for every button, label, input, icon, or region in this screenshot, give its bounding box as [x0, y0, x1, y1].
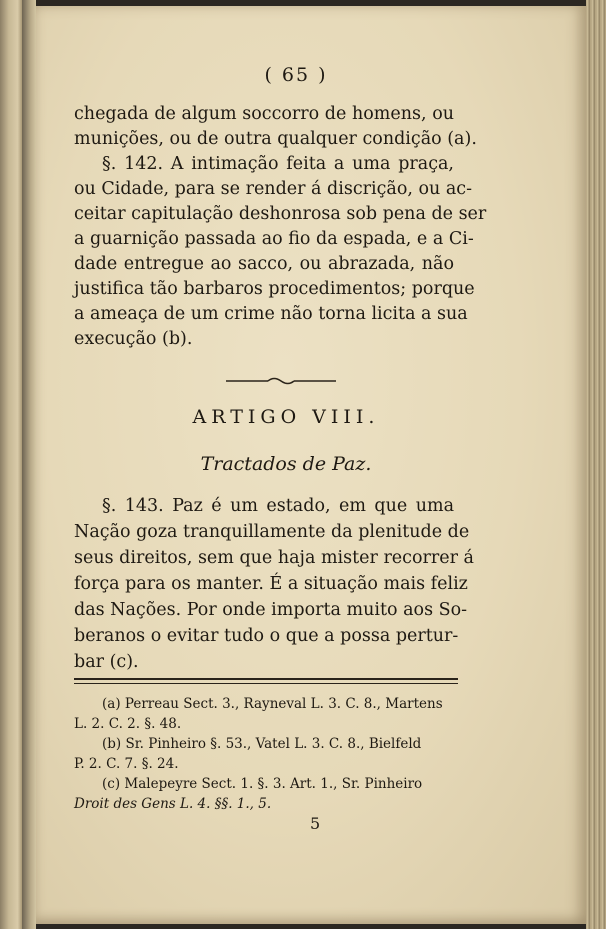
footnote-rule-thin	[74, 683, 458, 684]
footnote-a-cont: L. 2. C. 2. §. 48.	[74, 716, 182, 732]
body-line: força para os manter. É a situação mais feliz	[74, 574, 468, 594]
body-line: a guarnição passada ao fio da espada, e a Ci-	[74, 229, 474, 249]
body-line: justifica tão barbaros procedimentos; porque	[74, 279, 475, 299]
footnote-c: (c) Malepeyre Sect. 1. §. 3. Art. 1., Sr. Pinheiro	[102, 776, 423, 792]
body-line: execução (b).	[74, 329, 193, 349]
facing-page-edge	[0, 0, 22, 929]
body-line: ceitar capitulação deshonrosa sob pena de ser	[74, 204, 487, 224]
ornament-divider	[226, 375, 336, 387]
signature-mark: 5	[310, 814, 321, 833]
book-gutter	[22, 0, 36, 929]
section-142-line: §. 142. A intimação feita a uma praça,	[102, 154, 454, 174]
body-line: chegada de algum soccorro de homens, ou	[74, 104, 454, 124]
body-line: das Nações. Por onde importa muito aos So-	[74, 600, 468, 620]
body-line: dade entregue ao sacco, ou abrazada, não	[74, 254, 454, 274]
footnote-a: (a) Perreau Sect. 3., Rayneval L. 3. C. 8., Martens	[102, 696, 443, 712]
article-heading: ARTIGO VIII.	[192, 406, 380, 428]
body-line: bar (c).	[74, 652, 139, 672]
page-block-edge	[586, 0, 606, 929]
body-line: seus direitos, sem que haja mister recorrer á	[74, 548, 474, 568]
section-143-line: §. 143. Paz é um estado, em que uma	[102, 496, 454, 516]
book-page	[36, 6, 586, 924]
footnote-rule-thick	[74, 678, 458, 680]
body-line: a ameaça de um crime não torna licita a sua	[74, 304, 468, 324]
footnote-c-cont: Droit des Gens L. 4. §§. 1., 5.	[74, 796, 272, 812]
body-line: beranos o evitar tudo o que a possa pertur-	[74, 626, 459, 646]
page-number: ( 65 )	[264, 64, 328, 86]
body-line: munições, ou de outra qualquer condição (a).	[74, 129, 477, 149]
body-line: ou Cidade, para se render á discrição, ou ac-	[74, 179, 473, 199]
body-line: Nação goza tranquillamente da plenitude de	[74, 522, 470, 542]
footnote-b: (b) Sr. Pinheiro §. 53., Vatel L. 3. C. 8., Bielfeld	[102, 736, 422, 752]
footnote-b-cont: P. 2. C. 7. §. 24.	[74, 756, 179, 772]
article-subheading: Tractados de Paz.	[200, 453, 372, 475]
